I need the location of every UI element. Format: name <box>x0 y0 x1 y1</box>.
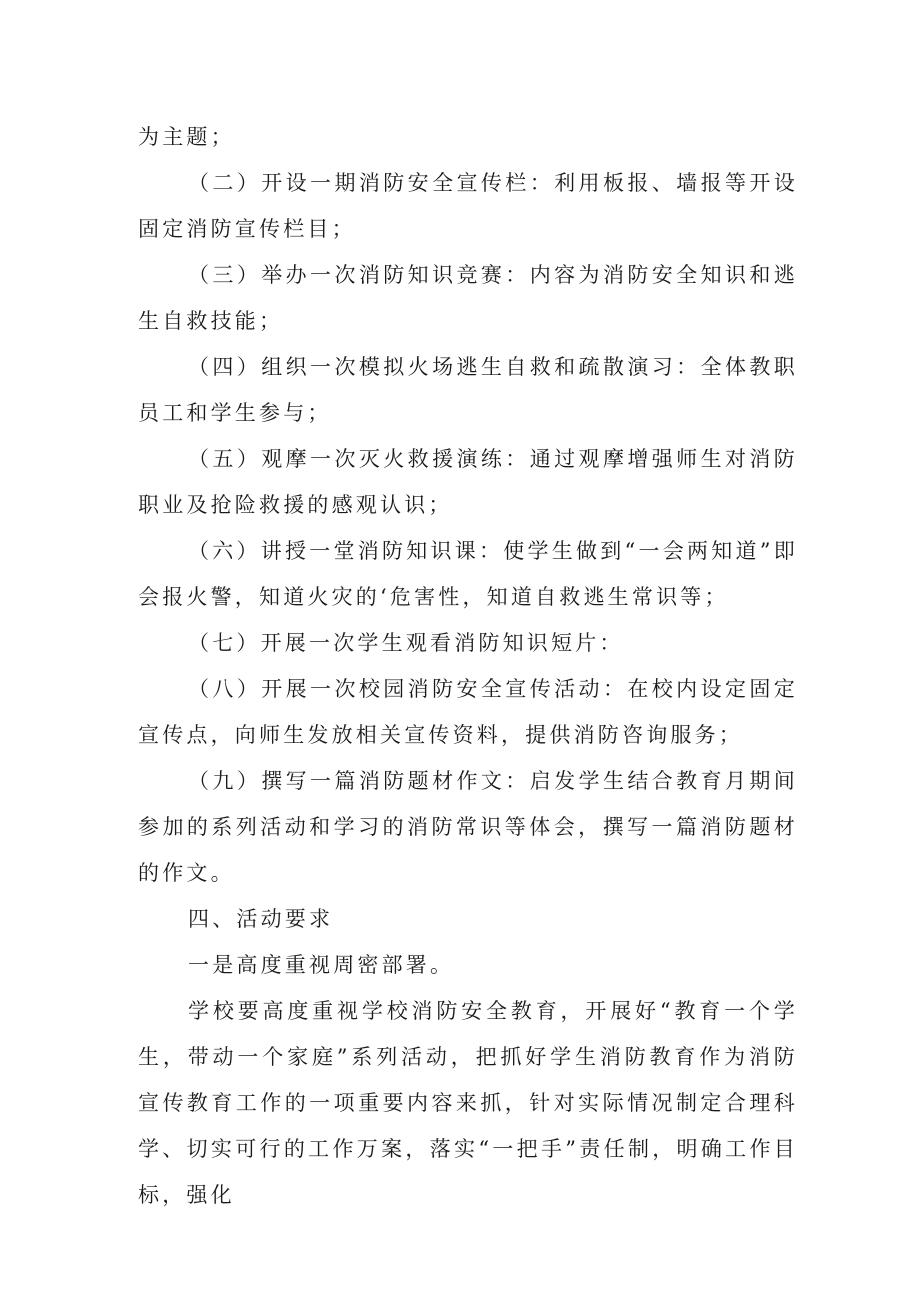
list-item-4: （四）组织一次模拟火场逃生自救和疏散演习：全体教职员工和学生参与； <box>138 355 798 425</box>
section-heading: 四、活动要求 <box>188 907 334 931</box>
list-item-9: （九）撰写一篇消防题材作文：启发学生结合教育月期间参加的系列活动和学习的消防常识等体会，撰写一篇消防题材的作文。 <box>138 769 798 885</box>
body-paragraph: 学校要高度重视学校消防安全教育，开展好“教育一个学生，带动一个家庭”系列活动，把抓好学生消防教育作为消防宣传教育工作的一项重要内容来抓，针对实际情况制定合理科学、切实可行的工作万案，落实“一把手”责任制，明确工作目标，强化 <box>138 999 798 1207</box>
sub-heading: 一是高度重视周密部署。 <box>188 953 455 977</box>
paragraph-continuation: 为主题； <box>138 125 235 149</box>
list-item-5: （五）观摩一次灭火救援演练：通过观摩增强师生对消防职业及抢险救援的感观认识； <box>138 447 798 517</box>
list-item-7: （七）开展一次学生观看消防知识短片： <box>188 631 624 655</box>
document-body <box>138 114 798 1218</box>
list-item-3: （三）举办一次消防知识竞赛：内容为消防安全知识和逃生自救技能； <box>138 263 798 333</box>
list-item-8: （八）开展一次校园消防安全宣传活动：在校内设定固定宣传点，向师生发放相关宣传资料，提供消防咨询服务； <box>138 677 798 747</box>
list-item-2: （二）开设一期消防安全宣传栏：利用板报、墙报等开设固定消防宣传栏目； <box>138 171 798 241</box>
list-item-6: （六）讲授一堂消防知识课：使学生做到“一会两知道”即会报火警，知道火灾的‘危害性，知道自救逃生常识等； <box>138 539 798 609</box>
